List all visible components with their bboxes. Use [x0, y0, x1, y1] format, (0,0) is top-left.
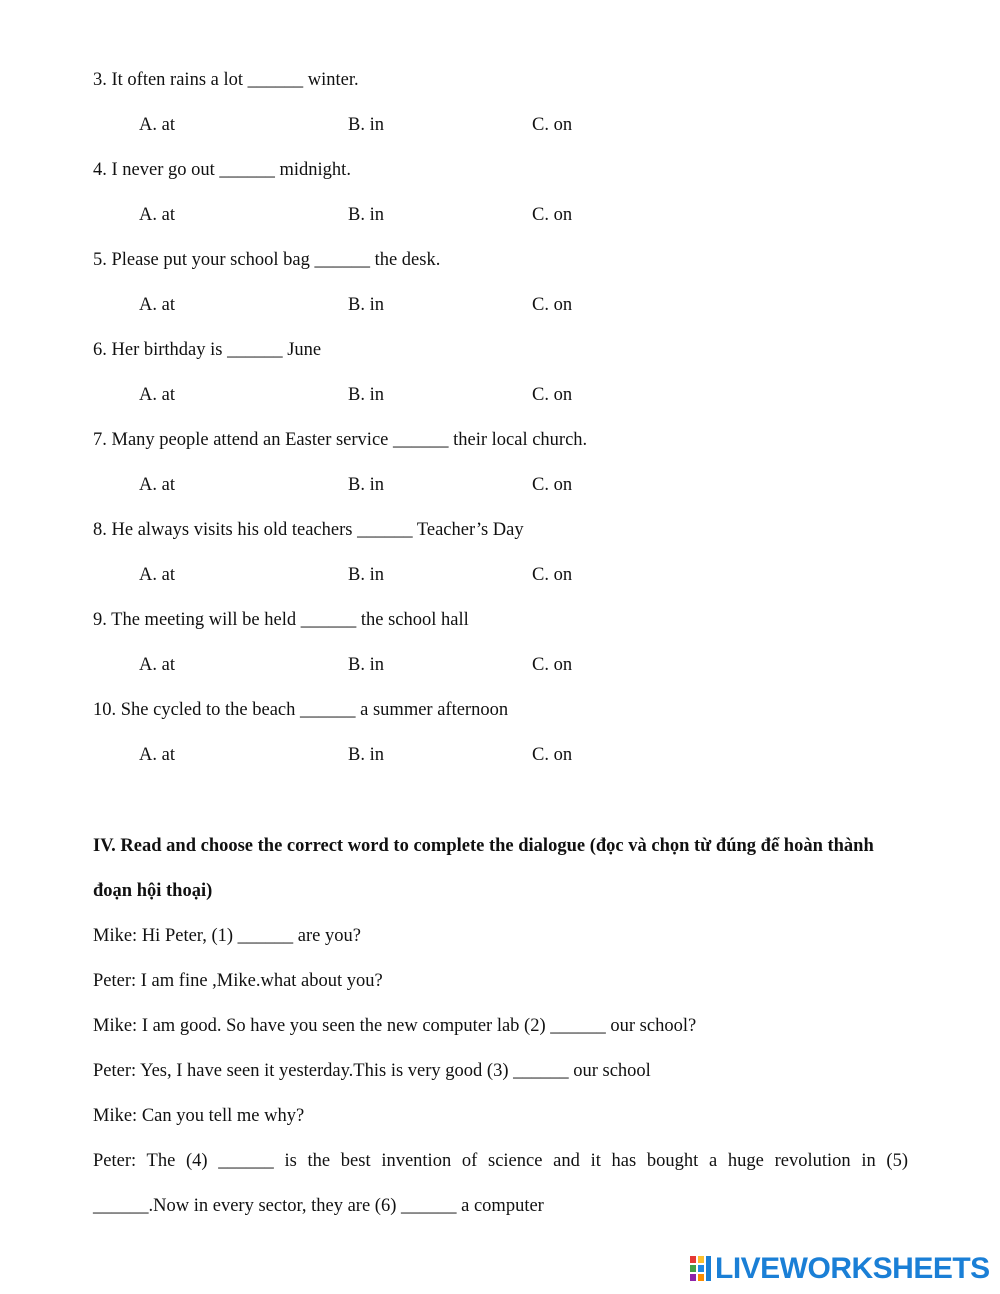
section-heading-cont: đoạn hội thoại)	[93, 881, 213, 901]
options-3	[139, 115, 739, 139]
option-b[interactable]: B. in	[348, 115, 384, 135]
options-10	[139, 745, 739, 769]
question-4: 4. I never go out ______ midnight.	[93, 160, 351, 180]
option-a[interactable]: A. at	[139, 475, 175, 495]
dialogue-line: Peter: The (4) ______ is the best invention of science and it has bought a huge revolution in (5)	[93, 1151, 908, 1171]
dialogue-line: Mike: Can you tell me why?	[93, 1106, 305, 1126]
option-c[interactable]: C. on	[532, 565, 573, 585]
option-b[interactable]: B. in	[348, 475, 384, 495]
option-c[interactable]: C. on	[532, 745, 573, 765]
options-4	[139, 205, 739, 229]
options-7	[139, 475, 739, 499]
question-5: 5. Please put your school bag ______ the desk.	[93, 250, 441, 270]
question-10: 10. She cycled to the beach ______ a summer afternoon	[93, 700, 509, 720]
option-b[interactable]: B. in	[348, 295, 384, 315]
option-c[interactable]: C. on	[532, 295, 573, 315]
option-a[interactable]: A. at	[139, 115, 175, 135]
option-b[interactable]: B. in	[348, 655, 384, 675]
question-7: 7. Many people attend an Easter service ______ their local church.	[93, 430, 588, 450]
option-b[interactable]: B. in	[348, 205, 384, 225]
dialogue-line: Mike: Hi Peter, (1) ______ are you?	[93, 926, 361, 946]
question-9: 9. The meeting will be held ______ the school hall	[93, 610, 469, 630]
dialogue-line: Peter: Yes, I have seen it yesterday.This is very good (3) ______ our school	[93, 1061, 651, 1081]
option-a[interactable]: A. at	[139, 565, 175, 585]
option-a[interactable]: A. at	[139, 385, 175, 405]
liveworksheets-logo[interactable]	[690, 1252, 990, 1286]
options-6	[139, 385, 739, 409]
option-c[interactable]: C. on	[532, 205, 573, 225]
option-a[interactable]: A. at	[139, 295, 175, 315]
brand-name: LIVEWORKSHEETS	[715, 1252, 990, 1285]
section-heading: IV. Read and choose the correct word to complete the dialogue (đọc và chọn từ đúng để hoàn thành	[93, 836, 874, 856]
question-8: 8. He always visits his old teachers ______ Teacher’s Day	[93, 520, 524, 540]
option-c[interactable]: C. on	[532, 475, 573, 495]
question-3: 3. It often rains a lot ______ winter.	[93, 70, 359, 90]
option-a[interactable]: A. at	[139, 745, 175, 765]
option-b[interactable]: B. in	[348, 385, 384, 405]
option-c[interactable]: C. on	[532, 385, 573, 405]
option-a[interactable]: A. at	[139, 205, 175, 225]
option-c[interactable]: C. on	[532, 655, 573, 675]
option-c[interactable]: C. on	[532, 115, 573, 135]
option-b[interactable]: B. in	[348, 745, 384, 765]
option-b[interactable]: B. in	[348, 565, 384, 585]
dialogue-line: Mike: I am good. So have you seen the new computer lab (2) ______ our school?	[93, 1016, 697, 1036]
dialogue-line: ______.Now in every sector, they are (6) ______ a computer	[93, 1196, 544, 1216]
options-5	[139, 295, 739, 319]
options-8	[139, 565, 739, 589]
question-6: 6. Her birthday is ______ June	[93, 340, 322, 360]
option-a[interactable]: A. at	[139, 655, 175, 675]
dialogue-line: Peter: I am fine ,Mike.what about you?	[93, 971, 383, 991]
options-9	[139, 655, 739, 679]
liveworksheets-logo-icon	[690, 1256, 712, 1282]
